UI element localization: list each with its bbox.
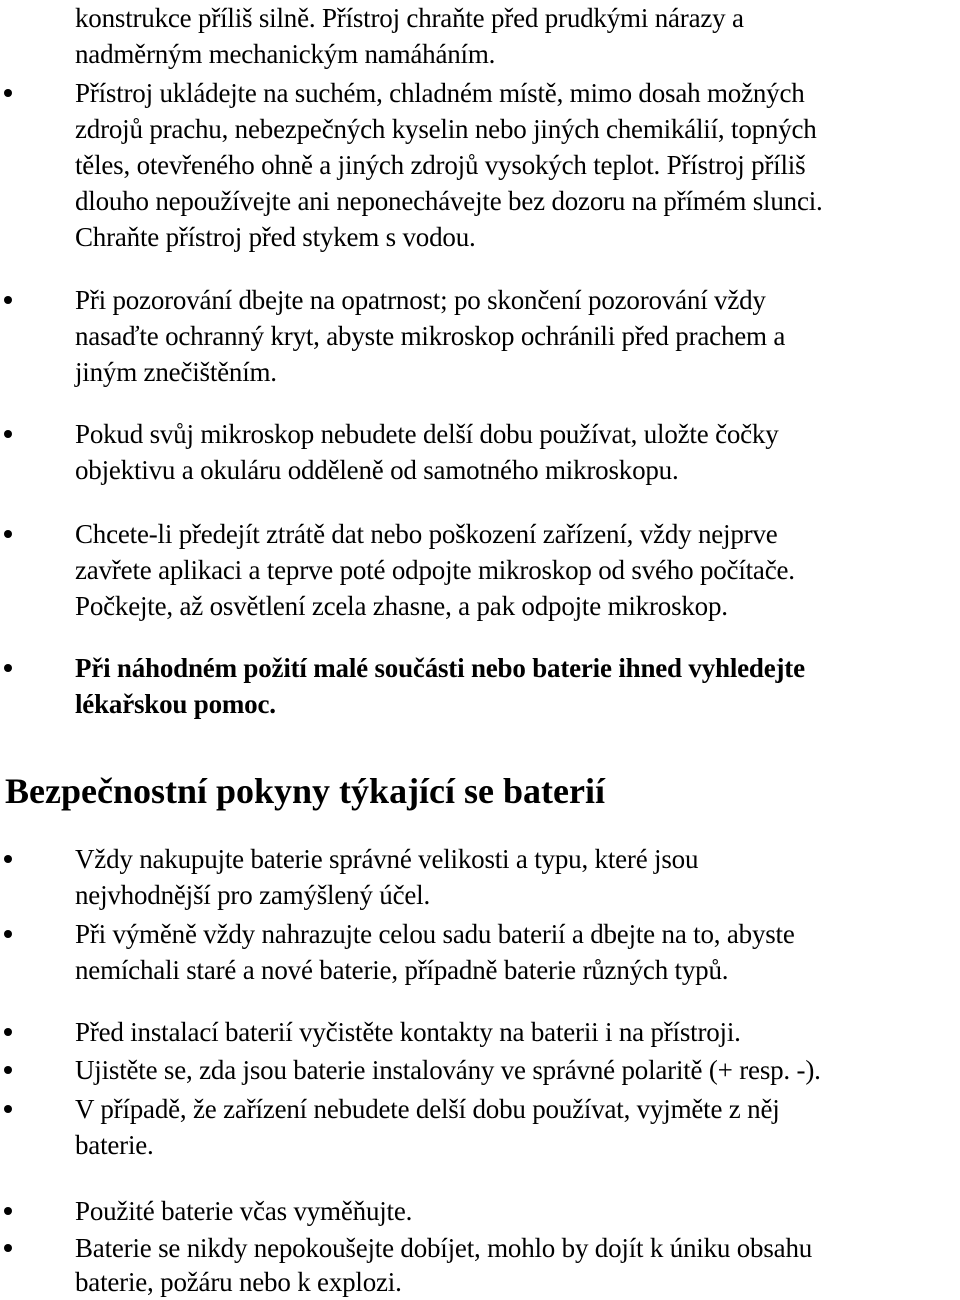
list-item-line: Při výměně vždy nahrazujte celou sadu baterií a dbejte na to, abyste (75, 919, 795, 949)
bullet-icon (4, 930, 12, 938)
list-item-line: dlouho nepoužívejte ani neponechávejte bez dozoru na přímém slunci. (75, 186, 823, 216)
list-item-line: V případě, že zařízení nebudete delší dobu používat, vyjměte z něj (75, 1094, 780, 1124)
list-item-line: nejvhodnější pro zamýšlený účel. (75, 880, 431, 910)
paragraph-line: nadměrným mechanickým namáháním. (75, 39, 496, 69)
list-item-line: Ujistěte se, zda jsou baterie instalovány ve správné polaritě (+ resp. -). (75, 1055, 821, 1085)
list-item-line: Přístroj ukládejte na suchém, chladném místě, mimo dosah možných (75, 78, 805, 108)
bullet-icon (4, 296, 12, 304)
list-item-line: Použité baterie včas vyměňujte. (75, 1196, 413, 1226)
bullet-icon (4, 855, 12, 863)
list-item-line: zdrojů prachu, nebezpečných kyselin nebo jiných chemikálií, topných (75, 114, 817, 144)
bullet-icon (4, 1028, 12, 1036)
list-item-line: Pokud svůj mikroskop nebudete delší dobu používat, uložte čočky (75, 419, 779, 449)
list-item-line: zavřete aplikaci a teprve poté odpojte mikroskop od svého počítače. (75, 555, 795, 585)
list-item-line: Vždy nakupujte baterie správné velikosti a typu, které jsou (75, 844, 699, 874)
bullet-icon (4, 530, 12, 538)
list-item-line: nemíchali staré a nové baterie, případně baterie různých typů. (75, 955, 729, 985)
list-item-line: Při pozorování dbejte na opatrnost; po skončení pozorování vždy (75, 285, 766, 315)
warning-line: lékařskou pomoc. (75, 689, 276, 719)
list-item-line: jiným znečištěním. (75, 357, 277, 387)
bullet-icon (4, 1105, 12, 1113)
bullet-icon (4, 1066, 12, 1074)
list-item-line: Před instalací baterií vyčistěte kontakty na baterii i na přístroji. (75, 1017, 741, 1047)
list-item-line: baterie. (75, 1130, 154, 1160)
bullet-icon (4, 430, 12, 438)
list-item-line: těles, otevřeného ohně a jiných zdrojů vysokých teplot. Přístroj příliš (75, 150, 806, 180)
list-item-line: Počkejte, až osvětlení zcela zhasne, a pak odpojte mikroskop. (75, 591, 728, 621)
section-heading: Bezpečnostní pokyny týkající se baterií (5, 771, 605, 811)
bullet-icon (4, 1244, 12, 1252)
paragraph-line: konstrukce příliš silně. Přístroj chraňte před prudkými nárazy a (75, 3, 744, 33)
list-item-line: nasaďte ochranný kryt, abyste mikroskop ochránili před prachem a (75, 321, 786, 351)
list-item-line: Baterie se nikdy nepokoušejte dobíjet, mohlo by dojít k úniku obsahu (75, 1233, 813, 1263)
list-item-line: Chcete-li předejít ztrátě dat nebo poškození zařízení, vždy nejprve (75, 519, 778, 549)
bullet-icon (4, 664, 12, 672)
bullet-icon (4, 1207, 12, 1215)
list-item-line: objektivu a okuláru odděleně od samotného mikroskopu. (75, 455, 679, 485)
list-item-line: Chraňte přístroj před stykem s vodou. (75, 222, 476, 252)
bullet-icon (4, 89, 12, 97)
warning-line: Při náhodném požití malé součásti nebo baterie ihned vyhledejte (75, 653, 805, 683)
list-item-line: baterie, požáru nebo k explozi. (75, 1267, 402, 1297)
